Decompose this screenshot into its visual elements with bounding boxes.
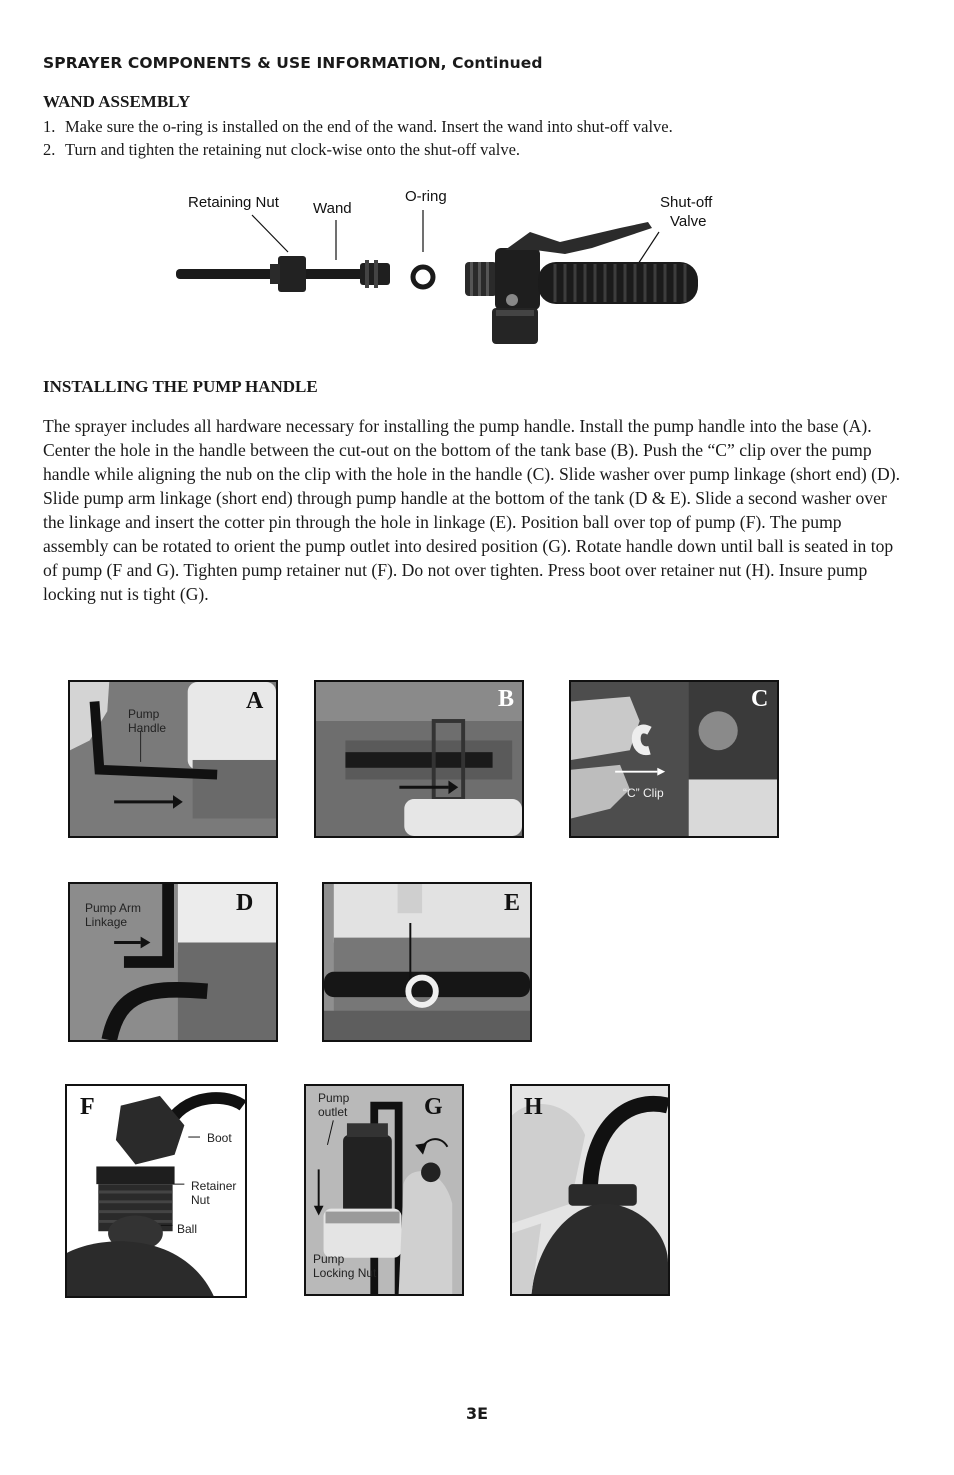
- photo-e: [322, 882, 532, 1042]
- pump-handle-heading: INSTALLING THE PUMP HANDLE: [43, 377, 318, 396]
- wand-label: Wand: [313, 200, 352, 217]
- retaining-nut-label: Retaining Nut: [188, 194, 279, 211]
- caption-line: outlet: [318, 1105, 348, 1119]
- photo-h-letter: H: [524, 1094, 543, 1120]
- photo-a: [68, 680, 278, 838]
- photo-a-letter: A: [246, 688, 264, 714]
- section-header: SPRAYER COMPONENTS & USE INFORMATION, Continued: [43, 54, 543, 72]
- o-ring-label: O-ring: [405, 188, 447, 205]
- page-number: 3E: [465, 1404, 489, 1423]
- shutoff-label-line1: Shut-off: [660, 194, 713, 211]
- list-item: [43, 115, 673, 138]
- caption-line: Pump Arm: [85, 901, 142, 915]
- c-clip-caption: “C” Clip: [623, 786, 664, 800]
- retaining-nut-shape: [278, 256, 306, 292]
- photo-d-letter: D: [236, 890, 254, 916]
- step-text: Make sure the o-ring is installed on the end of the wand. Insert the wand into shut-off valve.: [65, 117, 673, 136]
- shutoff-label-line2: Valve: [670, 213, 707, 230]
- ball-caption: Ball: [177, 1222, 198, 1236]
- caption-line: Linkage: [85, 915, 128, 929]
- photo-h: [510, 1084, 670, 1296]
- photo-b-letter: B: [498, 686, 515, 712]
- wand-assembly-heading: WAND ASSEMBLY: [43, 92, 191, 111]
- photo-c-image: [571, 682, 777, 836]
- photo-e-letter: E: [504, 890, 521, 916]
- caption-line: Nut: [191, 1193, 210, 1207]
- photo-b: [314, 680, 524, 838]
- caption-line: Handle: [128, 721, 167, 735]
- step-number: 2.: [43, 140, 56, 159]
- wand-assembly-steps: [43, 115, 673, 161]
- photo-g-letter: G: [424, 1094, 443, 1120]
- photo-f: [65, 1084, 247, 1298]
- list-item: [43, 138, 673, 161]
- photo-c-letter: C: [751, 686, 769, 712]
- pump-arm-linkage-caption: [85, 901, 141, 929]
- photo-f-letter: F: [80, 1094, 95, 1120]
- caption-line: Locking Nut: [313, 1266, 377, 1280]
- step-number: 1.: [43, 117, 56, 136]
- pump-handle-caption: [128, 707, 166, 735]
- wand-illustration: [160, 180, 720, 355]
- caption-line: Pump: [313, 1252, 345, 1266]
- o-ring-shape: [413, 267, 433, 287]
- caption-line: Pump: [318, 1091, 350, 1105]
- pump-locking-nut-caption: [313, 1252, 376, 1280]
- shutoff-leader: [638, 232, 659, 264]
- photo-g: [304, 1084, 464, 1296]
- caption-line: Pump: [128, 707, 160, 721]
- pump-handle-instructions: The sprayer includes all hardware necessary for installing the pump handle. Install the pump handle into the base (A). Center the hole in the handle between the cut-out on the bottom of the tank base (B). Push the “C” clip over the pump handle while aligning the nub on the clip with the hole in the handle (C). Slide washer over pump linkage (short end) (D). Slide pump arm linkage (short end) through pump handle at the bottom of the tank (D & E). Slide a second washer over the linkage and insert the cotter pin through the hole in linkage (E). Position ball over top of pump (F). The pump assembly can be rotated to orient the pump outlet into desired position (G). Rotate handle down until ball is seated in top of pump (F and G). Tighten pump retainer nut (F). Do not over tighten. Press boot over retainer nut (H). Insure pump locking nut is tight (G).: [43, 416, 900, 604]
- caption-line: Retainer: [191, 1179, 237, 1193]
- retainer-nut-caption: [191, 1179, 236, 1207]
- wand-assembly-diagram: [160, 180, 720, 355]
- boot-caption: Boot: [207, 1131, 232, 1145]
- valve-trigger: [505, 222, 652, 254]
- step-text: Turn and tighten the retaining nut clock-wise onto the shut-off valve.: [65, 140, 521, 159]
- photo-b-image: [316, 682, 522, 836]
- pump-outlet-caption: [318, 1091, 349, 1119]
- retaining-nut-leader: [252, 215, 288, 252]
- photo-e-image: [324, 884, 530, 1040]
- photo-d: [68, 882, 278, 1042]
- photo-c: [569, 680, 779, 838]
